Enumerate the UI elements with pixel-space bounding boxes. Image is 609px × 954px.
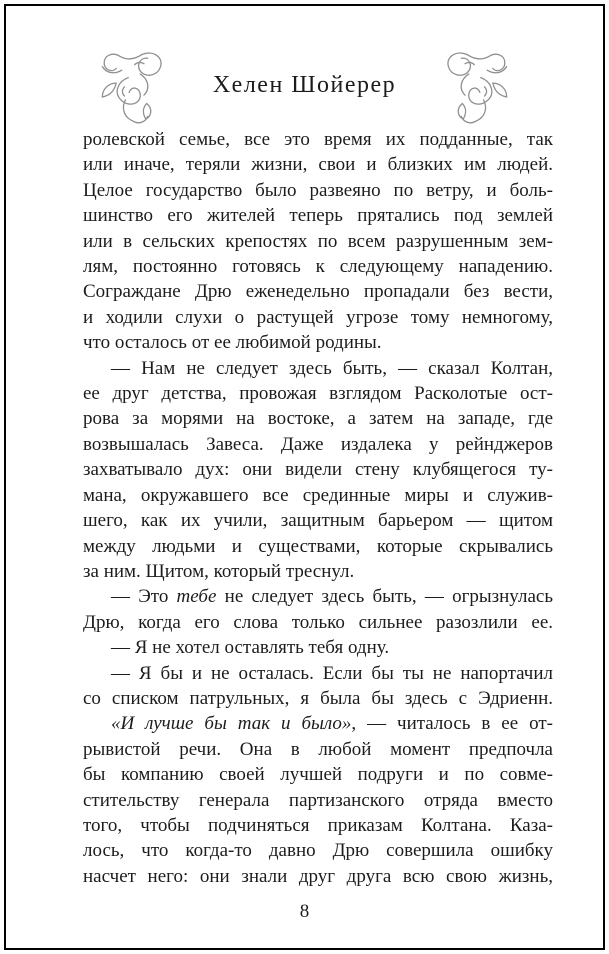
text-line: Сограждане Дрю еженедельно пропадали без вести, (83, 281, 553, 303)
text-line: лям, постоянно готовясь к следующему нападению. (83, 256, 553, 278)
text-line: бы компанию своей лучшей подруги и по совме- (83, 764, 553, 786)
page-number: 8 (299, 901, 310, 922)
text-line: Дрю, когда его слова только сильнее разозлили ее. (83, 611, 553, 633)
text-line: насчет него: они знали друг друга всю свою жизнь, (83, 865, 553, 887)
author-running-head: Хелен Шойерер (212, 72, 397, 98)
text-line: рова за морями на востоке, а затем на западе, где (83, 408, 553, 430)
floral-ornament-right-icon (441, 46, 515, 124)
text-line: рывистой речи. Она в любой момент предпочла (83, 738, 553, 760)
text-line: — Я не хотел оставлять тебя одну. (111, 637, 390, 659)
text-line: — Нам не следует здесь быть, — сказал Колтан, (111, 357, 553, 379)
text-line: между людьми и существами, которые скрывались (83, 535, 553, 557)
text-line: лось, что когда-то давно Дрю совершила ошибку (83, 840, 553, 862)
page-header (0, 0, 609, 126)
text-line: — Я бы и не осталась. Если бы ты не напортачил (111, 662, 553, 684)
text-line: или иначе, теряли жизни, свои и близких им людей. (83, 154, 553, 176)
text-line: — Это тебе не следует здесь быть, — огрызнулась (111, 586, 553, 608)
text-line: ролевской семье, все это время их подданные, так (83, 129, 553, 150)
text-line: шего, как их учили, защитным барьером — щитом (83, 510, 553, 532)
text-line: захватывало дух: они видели стену клубящегося ту- (83, 459, 553, 481)
text-line: или в сельских крепостях по всем разрушенным зем- (83, 230, 553, 252)
text-line: «И лучше бы так и было», — читалось в ее от- (111, 713, 553, 735)
text-line: и ходили слухи о растущей угрозе тому немногому, (83, 306, 553, 328)
text-line: Целое государство было развеяно по ветру, и боль- (83, 179, 553, 201)
text-line: со списком патрульных, я была бы здесь с Эдриенн. (83, 687, 553, 709)
text-line: что осталось от ее любимой родины. (83, 332, 382, 354)
text-line: мана, окружавшего все срединные миры и служив- (83, 484, 553, 506)
text-line: ее друг детства, провожая взглядом Расколотые ост- (83, 383, 553, 405)
text-line: шинство его жителей теперь прятались под землей (83, 205, 553, 227)
text-line: возвышалась Завеса. Даже издалека у рейнджеров (83, 433, 553, 455)
text-line: за ним. Щитом, который треснул. (83, 560, 355, 582)
text-line: того, чтобы подчиняться приказам Колтана. Каза- (83, 814, 553, 836)
body-text (83, 127, 553, 889)
text-line: стительству генерала партизанского отряда вместо (83, 789, 553, 811)
